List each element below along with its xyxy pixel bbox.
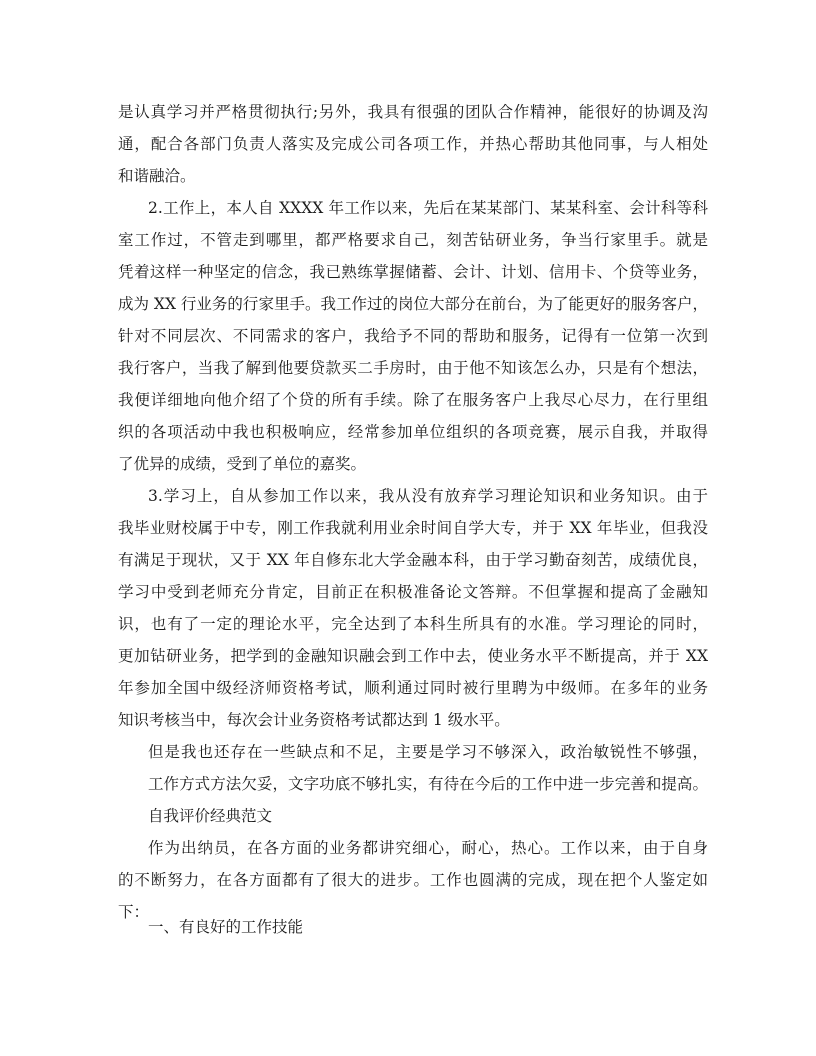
text-line: 和谐融洽。 [118, 167, 196, 185]
text-line: 但是我也还存在一些缺点和不足，主要是学习不够深入，政治敏锐性不够强， [148, 743, 708, 761]
text-line: 3.学习上，自从参加工作以来，我从没有放弃学习理论知识和业务知识。由于 [148, 487, 708, 505]
text-line: 成为 XX 行业务的行家里手。我工作过的岗位大部分在前台，为了能更好的服务客户， [118, 295, 708, 313]
text-line: 室工作过，不管走到哪里，都严格要求自己，刻苦钻研业务，争当行家里手。就是 [118, 231, 708, 249]
text-line: 通，配合各部门负责人落实及完成公司各项工作，并热心帮助其他同事，与人相处 [118, 135, 708, 153]
text-line: 我毕业财校属于中专，刚工作我就利用业余时间自学大专，并于 XX 年毕业，但我没 [118, 519, 708, 537]
subsection-heading: 一、有良好的工作技能 [148, 918, 304, 936]
text-line: 我便详细地向他介绍了个贷的所有手续。除了在服务客户上我尽心尽力，在行里组 [118, 391, 708, 409]
text-line: 是认真学习并严格贯彻执行;另外，我具有很强的团队合作精神，能很好的协调及沟 [118, 103, 708, 121]
text-line: 学习中受到老师充分肯定，目前正在积极准备论文答辩。不但掌握和提高了金融知 [118, 583, 708, 601]
text-line: 织的各项活动中我也积极响应，经常参加单位组织的各项竞赛，展示自我，并取得 [118, 423, 708, 441]
text-line: 识，也有了一定的理论水平，完全达到了本科生所具有的水准。学习理论的同时， [118, 615, 708, 633]
text-line: 针对不同层次、不同需求的客户，我给予不同的帮助和服务，记得有一位第一次到 [118, 327, 708, 345]
text-line: 了优异的成绩，受到了单位的嘉奖。 [118, 455, 367, 473]
text-line: 年参加全国中级经济师资格考试，顺利通过同时被行里聘为中级师。在多年的业务 [118, 679, 708, 697]
text-line: 作为出纳员，在各方面的业务都讲究细心，耐心，热心。工作以来，由于自身 [148, 839, 708, 857]
text-line: 我行客户，当我了解到他要贷款买二手房时，由于他不知该怎么办，只是有个想法， [118, 359, 708, 377]
section-heading: 自我评价经典范文 [148, 807, 273, 825]
text-line: 凭着这样一种坚定的信念，我已熟练掌握储蓄、会计、计划、信用卡、个贷等业务， [118, 263, 708, 281]
text-line: 知识考核当中，每次会计业务资格考试都达到 1 级水平。 [118, 711, 510, 729]
text-line: 2.工作上，本人自 XXXX 年工作以来，先后在某某部门、某某科室、会计科等科 [148, 199, 708, 217]
text-line: 有满足于现状，又于 XX 年自修东北大学金融本科，由于学习勤奋刻苦，成绩优良， [118, 551, 708, 569]
text-line: 工作方式方法欠妥，文字功底不够扎实，有待在今后的工作中进一步完善和提高。 [148, 775, 708, 793]
text-line: 更加钻研业务，把学到的金融知识融会到工作中去，使业务水平不断提高，并于 XX [118, 647, 708, 665]
text-line: 的不断努力，在各方面都有了很大的进步。工作也圆满的完成，现在把个人鉴定如 [118, 871, 708, 889]
text-line: 下： [118, 903, 150, 921]
